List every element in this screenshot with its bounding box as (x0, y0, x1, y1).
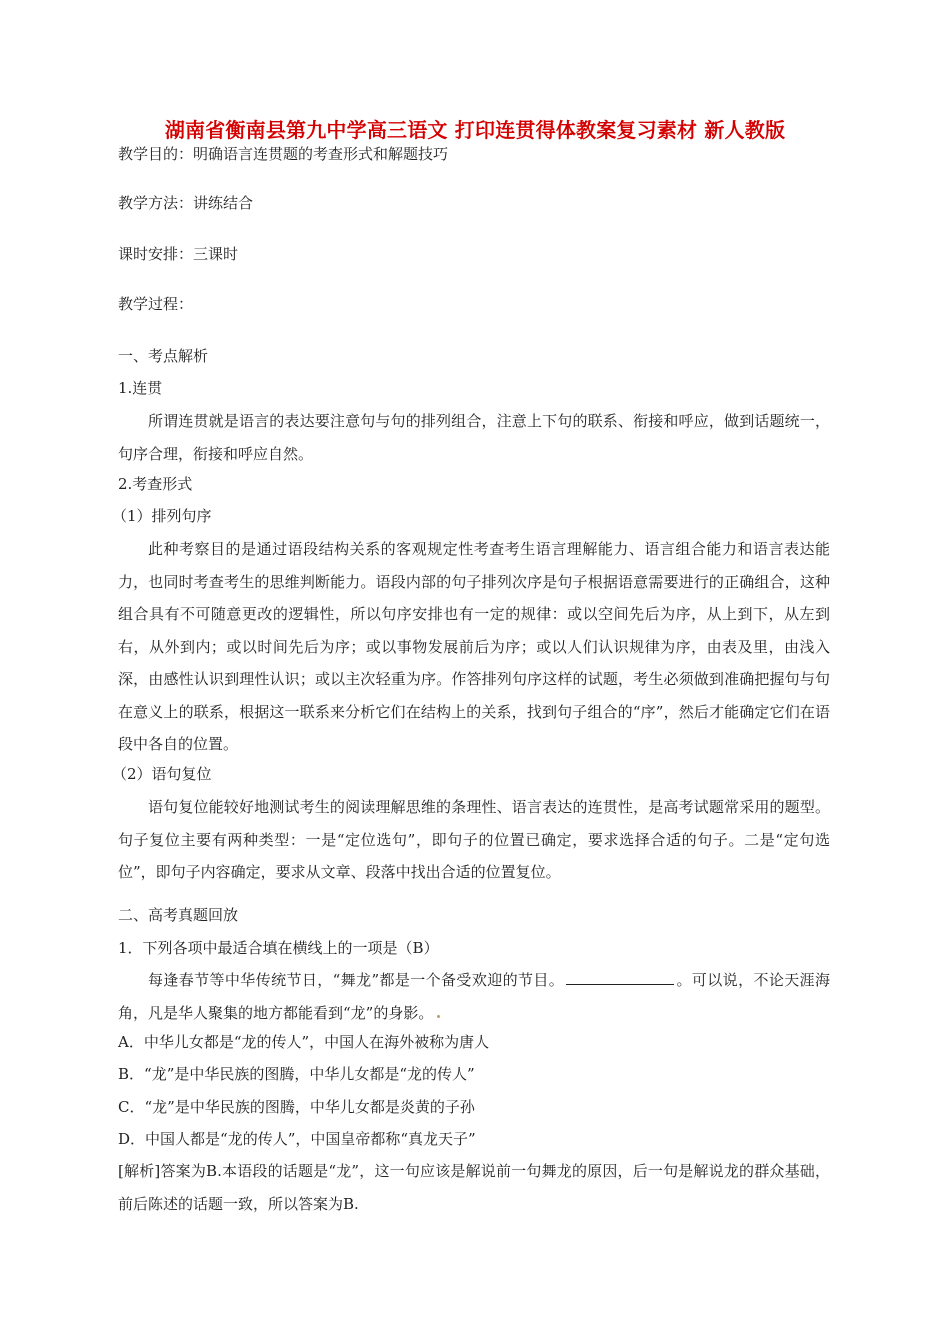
option-d: D．中国人都是“龙的传人”，中国皇帝都称“真龙天子” (118, 1130, 476, 1148)
option-b: B．“龙”是中华民族的图腾，中华儿女都是“龙的传人” (118, 1065, 475, 1083)
subsection-sentence-restore: （2）语句复位 (112, 765, 212, 783)
teaching-process: 教学过程： (118, 295, 194, 313)
answer-blank (566, 970, 674, 985)
section-2-heading: 二、高考真题回放 (118, 906, 239, 924)
subsection-coherence: 1.连贯 (118, 379, 163, 397)
passage-part-1: 每逢春节等中华传统节日，“舞龙”都是一个备受欢迎的节目。 (148, 971, 565, 989)
decorative-dot (437, 1015, 440, 1018)
answer-analysis: [解析]答案为B.本语段的话题是“龙”，这一句应该是解说前一句舞龙的原因，后一句是解说龙的群众基础，前后陈述的话题一致，所以答案为B. (118, 1162, 830, 1213)
coherence-paragraph: 所谓连贯就是语言的表达要注意句与句的排列组合，注意上下句的联系、衔接和呼应，做到话题统一，句序合理，衔接和呼应自然。 (118, 412, 830, 463)
document-title: 湖南省衡南县第九中学高三语文 打印连贯得体教案复习素材 新人教版 (164, 118, 786, 142)
teaching-method: 教学方法：讲练结合 (118, 194, 254, 212)
question-1: 1．下列各项中最适合填在横线上的一项是（B） (118, 939, 439, 957)
question-1-passage (118, 964, 830, 1029)
section-1-heading: 一、考点解析 (118, 347, 209, 365)
subsection-sentence-order: （1）排列句序 (112, 507, 212, 525)
option-a: A．中华儿女都是“龙的传人”，中国人在海外被称为唐人 (118, 1033, 490, 1051)
option-c: C．“龙”是中华民族的图腾，中华儿女都是炎黄的子孙 (118, 1098, 475, 1116)
subsection-test-forms: 2.考查形式 (118, 475, 193, 493)
teaching-goal: 教学目的：明确语言连贯题的考查形式和解题技巧 (118, 145, 449, 163)
class-schedule: 课时安排：三课时 (118, 245, 239, 263)
sentence-restore-paragraph: 语句复位能较好地测试考生的阅读理解思维的条理性、语言表达的连贯性，是高考试题常采用的题型。句子复位主要有两种类型：一是“定位选句”，即句子的位置已确定，要求选择合适的句子。二是“定句选位”，即句子内容确定，要求从文章、段落中找出合适的位置复位。 (118, 798, 830, 881)
sentence-order-paragraph: 此种考察目的是通过语段结构关系的客观规定性考查考生语言理解能力、语言组合能力和语言表达能力，也同时考查考生的思维判断能力。语段内部的句子排列次序是句子根据语意需要进行的正确组合，这种组合具有不可随意更改的逻辑性，所以句序安排也有一定的规律：或以空间先后为序，从上到下，从左到右，从外到内；或以时间先后为序；或以事物发展前后为序；或以人们认识规律为序，由表及里，由浅入深，由感性认识到理性认识；或以主次轻重为序。作答排列句序这样的试题，考生必须做到准确把握句与句在意义上的联系，根据这一联系来分析它们在结构上的关系，找到句子组合的“序”，然后才能确定它们在语段中各自的位置。 (118, 540, 830, 753)
passage-part-2: 。可以说，不论天涯海角，凡是华人聚集的地方都能看到“龙”的身影。 (118, 971, 830, 1022)
